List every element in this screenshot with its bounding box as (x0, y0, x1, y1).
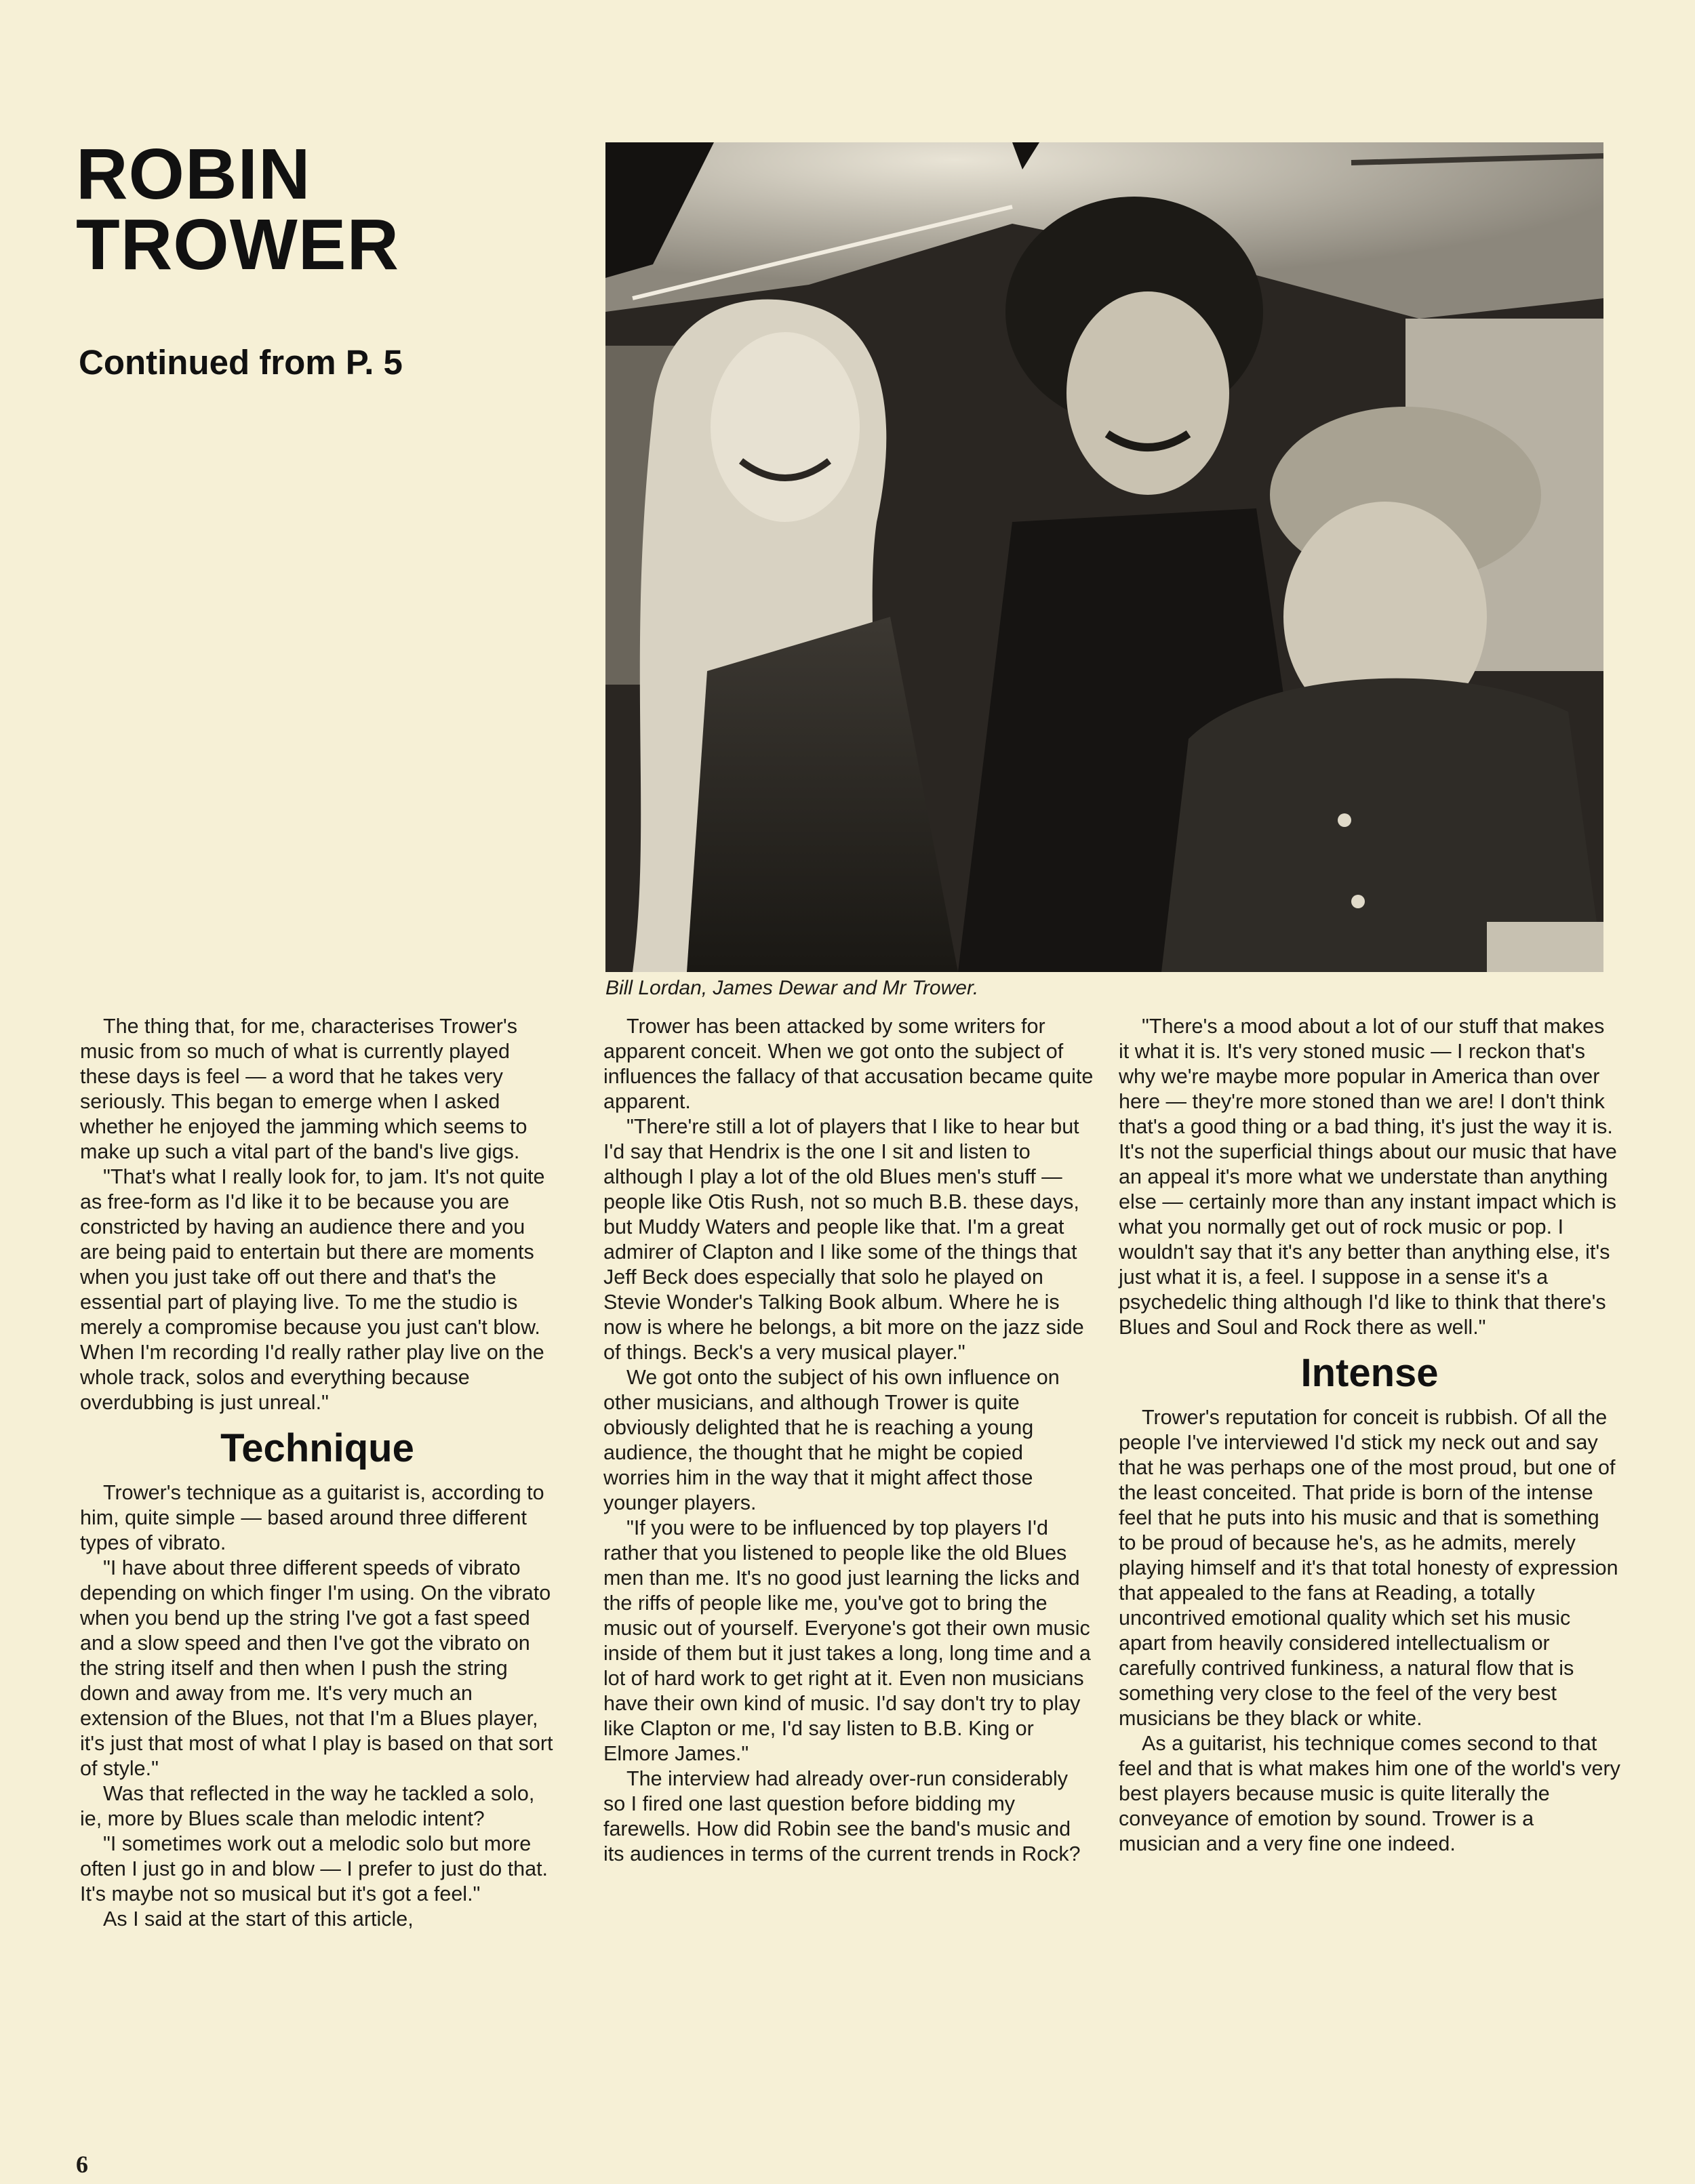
paragraph: "That's what I really look for, to jam. It's not quite as free-form as I'd like it to be because you are constricted by having an audience there and you are being paid to entertain but there are moments when you just take off out there and that's the essential part of playing live. To me the studio is merely a compromise because you just can't blow. When I'm recording I'd really rather play live on the whole track, solos and everything because overdubbing is just unreal." (80, 1165, 545, 1414)
paragraph: "I have about three different speeds of vibrato depending on which finger I'm using. On the vibrato when you bend up the string I've got a fast speed and a slow speed and then I've got the vibrato on the string itself and then when I push the string down and away from me. It's very much an extension of the Blues, not that I'm a Blues player, it's just that most of what I play is based on that sort of style." (80, 1556, 553, 1780)
text-column-2 (603, 1014, 1095, 1867)
paragraph: As a guitarist, his technique comes second to that feel and that is what makes him one of the world's very best players because music is quite literally the conveyance of emotion by sound. Trower is a musician and a very fine one indeed. (1119, 1732, 1620, 1855)
paragraph: The interview had already over-run considerably so I fired one last question before bidding my farewells. How did Robin see the band's music and its audiences in terms of the current trends in Rock? (603, 1767, 1081, 1865)
band-photo-illustration (605, 142, 1603, 972)
title-line-1: ROBIN (76, 134, 311, 214)
paragraph: "There's a mood about a lot of our stuff that makes it what it is. It's very stoned music — I reckon that's why we're maybe more popular in America than over here — they're more stoned than we are! I don't think that's a good thing or a bad thing, it's just the way it is. It's not the superficial things about our music that have an appeal it's more what we understate than anything else — certainly more than any instant impact which is what you normally get out of rock music or pop. I wouldn't say that it's any better than anything else, it's just what it is, a feel. I suppose in a sense it's a psychedelic thing although I'd like to think that there's Blues and Soul and Rock there as well." (1119, 1015, 1617, 1339)
subheading-technique: Technique (220, 1426, 414, 1470)
paragraph: As I said at the start of this article, (103, 1907, 414, 1930)
paragraph: "If you were to be influenced by top players I'd rather that you listened to people like the old Blues men than me. It's no good just learning the licks and the riffs of people like me, you've got to bring the music out of yourself. Everyone's got their own music inside of them but it just takes a long, long time and a lot of hard work to get right at it. Even non musicians have their own kind of music. I'd say don't try to play like Clapton or me, I'd say listen to B.B. King or Elmore James." (603, 1516, 1091, 1765)
paragraph: The thing that, for me, characterises Trower's music from so much of what is currently played these days is feel — a word that he takes very seriously. This began to emerge when I asked whether he enjoyed the jamming which seems to make up such a vital part of the band's live gigs. (80, 1015, 527, 1163)
subheading-intense: Intense (1300, 1351, 1439, 1395)
photo-caption: Bill Lordan, James Dewar and Mr Trower. (605, 977, 979, 999)
text-column-3 (1119, 1014, 1620, 1857)
continued-from-note: Continued from P. 5 (79, 343, 403, 382)
paragraph: We got onto the subject of his own influence on other musicians, and although Trower is quite obviously delighted that he is reaching a young audience, the thought that he might be copied worries him in the way that it might affect those younger players. (603, 1366, 1060, 1514)
title-line-2: TROWER (76, 205, 400, 285)
paragraph: Trower's reputation for conceit is rubbish. Of all the people I've interviewed I'd stick my neck out and say that he was perhaps one of the most proud, but one of the least conceited. That pride is born of the intense feel that he puts into his music and that is something to be proud of because he's, as he admits, merely playing himself and it's that total honesty of expression that appealed to the fans at Reading, a totally uncontrived emotional quality which set his music apart from heavily considered intellectualism or carefully contrived funkiness, a natural flow that is something very close to the feel of the very best musicians be they black or white. (1119, 1406, 1618, 1730)
paragraph: "I sometimes work out a melodic solo but more often I just go in and blow — I prefer to just do that. It's maybe not so musical but it's got a feel." (80, 1832, 549, 1905)
paragraph: Was that reflected in the way he tackled a solo, ie, more by Blues scale than melodic intent? (80, 1782, 535, 1830)
article-title (76, 134, 400, 285)
paragraph: "There're still a lot of players that I like to hear but I'd say that Hendrix is the one I sit and listen to although I play a lot of the old Blues men's stuff — people like Otis Rush, not so much B.B. these days, but Muddy Waters and people like that. I'm a great admirer of Clapton and I like some of the things that Jeff Beck does especially that solo he played on Stevie Wonder's Talking Book album. Where he is now is where he belongs, a bit more on the jazz side of things. Beck's a very musical player." (603, 1115, 1084, 1364)
text-column-1 (80, 1014, 555, 1932)
band-photo (605, 142, 1603, 972)
page-number: 6 (76, 2151, 88, 2178)
paragraph: Trower's technique as a guitarist is, according to him, quite simple — based around three different types of vibrato. (80, 1481, 544, 1554)
paragraph: Trower has been attacked by some writers for apparent conceit. When we got onto the subject of influences the fallacy of that accusation became quite apparent. (603, 1015, 1094, 1113)
